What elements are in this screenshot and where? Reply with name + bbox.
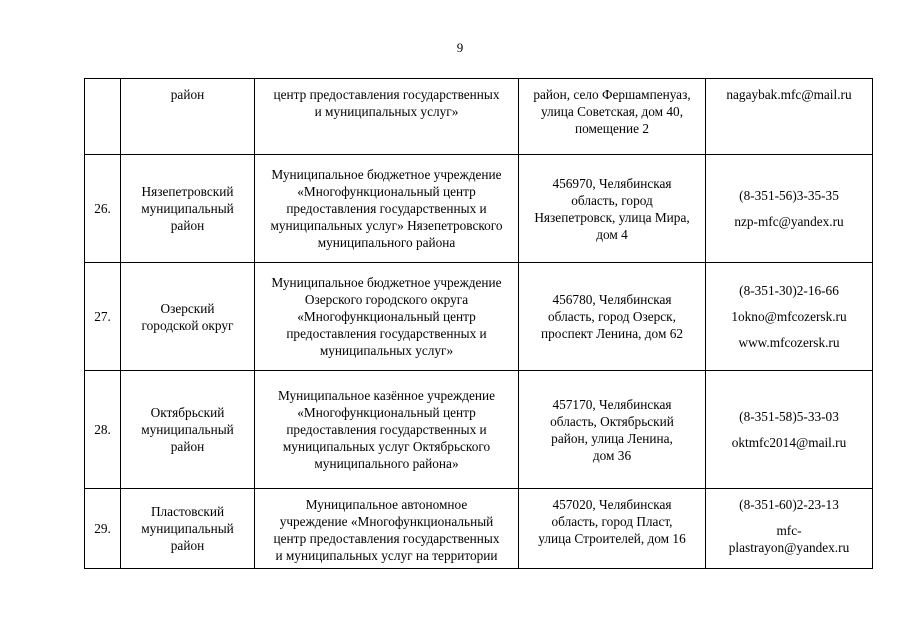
district-line: район: [170, 439, 205, 454]
address-line: улица Советская, дом 40,: [540, 104, 684, 119]
organization-line: Муниципальное бюджетное учреждение: [271, 275, 502, 290]
row-number-cell: 28.: [85, 371, 121, 489]
address-line: область, Октябрьский: [550, 413, 674, 429]
address-line: район, село Фершампенуаз,: [533, 87, 691, 102]
row-number-cell: 26.: [85, 155, 121, 263]
organization-line: и муниципальных услуг»: [314, 104, 459, 119]
address-line: 456970, Челябинская: [552, 175, 672, 191]
organization-line: центр предоставления государственных: [273, 87, 500, 102]
district-cell: [121, 79, 255, 155]
website-text: www.mfcozersk.ru: [738, 335, 840, 350]
organization-line: муниципального района: [317, 235, 456, 250]
contacts-cell: [706, 79, 873, 155]
email-text: 1okno@mfcozersk.ru: [731, 309, 847, 324]
organization-line: Озерского городского округа: [304, 292, 469, 307]
organization-line: предоставления государственных и: [286, 422, 487, 437]
address-line: дом 36: [592, 447, 632, 463]
organization-line: муниципального района»: [314, 456, 459, 471]
table-row: [85, 371, 873, 489]
district-cell: [121, 489, 255, 569]
organization-line: «Многофункциональный центр: [297, 309, 476, 324]
page-number: 9: [456, 40, 464, 55]
district-cell: [121, 371, 255, 489]
organization-line: учреждение «Многофункциональный: [279, 514, 494, 529]
organization-line: Муниципальное казённое учреждение: [277, 388, 496, 403]
address-cell: [519, 263, 706, 371]
organization-cell: [255, 371, 519, 489]
organization-line: центр предоставления государственных: [273, 531, 500, 546]
district-line: муниципальный: [141, 521, 234, 536]
address-cell: [519, 489, 706, 569]
organization-line: предоставления государственных и: [286, 326, 487, 341]
district-line: район: [170, 87, 205, 102]
address-cell: [519, 155, 706, 263]
row-number-cell: 27.: [85, 263, 121, 371]
district-line: муниципальный: [141, 422, 234, 437]
contacts-cell: [706, 155, 873, 263]
district-line: район: [170, 538, 205, 553]
address-line: 456780, Челябинская: [552, 292, 672, 307]
district-cell: [121, 155, 255, 263]
address-line: Нязепетровск, улица Мира,: [534, 209, 690, 225]
organization-line: Муниципальное автономное: [305, 497, 468, 512]
contacts-cell: [706, 489, 873, 569]
email-text: mfc- plastrayon@yandex.ru: [728, 523, 850, 555]
district-line: Озерский: [160, 300, 215, 316]
organization-cell: [255, 155, 519, 263]
email-text: nzp-mfc@yandex.ru: [734, 214, 844, 229]
address-line: проспект Ленина, дом 62: [540, 326, 683, 341]
address-line: дом 4: [596, 226, 628, 242]
organization-line: муниципальных услуг Октябрьского: [282, 439, 491, 454]
email-text: nagaybak.mfc@mail.ru: [726, 87, 852, 102]
organization-line: муниципальных услуг» Нязепетровского: [270, 218, 503, 233]
organization-line: Муниципальное бюджетное учреждение: [271, 167, 502, 182]
organization-cell: [255, 263, 519, 371]
district-line: Октябрьский: [150, 405, 225, 420]
district-cell: [121, 263, 255, 371]
organization-line: «Многофункциональный центр: [297, 405, 476, 420]
phone-text: (8-351-60)2-23-13: [739, 497, 839, 512]
organization-line: предоставления государственных и: [286, 201, 487, 216]
address-cell: [519, 371, 706, 489]
address-cell: [519, 79, 706, 155]
organization-cell: [255, 79, 519, 155]
address-line: район, улица Ленина,: [551, 430, 673, 446]
phone-text: (8-351-56)3-35-35: [739, 188, 839, 203]
organization-line: муниципальных услуг»: [319, 343, 454, 358]
address-line: 457020, Челябинская: [552, 497, 672, 512]
organization-cell: [255, 489, 519, 569]
table-row: [85, 79, 873, 155]
organization-line: «Многофункциональный центр: [297, 184, 476, 199]
address-line: область, город Пласт,: [551, 514, 673, 529]
table-row: [85, 489, 873, 569]
table-row: [85, 155, 873, 263]
row-number-cell: [85, 79, 121, 155]
address-line: область, город: [571, 192, 653, 208]
address-line: улица Строителей, дом 16: [538, 531, 686, 546]
district-line: муниципальный: [141, 201, 234, 216]
organization-line: и муниципальных услуг на территории: [275, 548, 498, 563]
email-text: oktmfc2014@mail.ru: [731, 435, 847, 450]
address-line: область, город Озерск,: [548, 309, 676, 324]
table-row: [85, 263, 873, 371]
contacts-cell: [706, 263, 873, 371]
phone-text: (8-351-58)5-33-03: [739, 409, 839, 424]
mfc-table: [84, 78, 873, 569]
address-line: 457170, Челябинская: [552, 396, 672, 412]
phone-text: (8-351-30)2-16-66: [739, 283, 839, 298]
contacts-cell: [706, 371, 873, 489]
district-line: Пластовский: [150, 504, 225, 519]
district-line: Нязепетровский: [141, 184, 234, 199]
district-line: район: [170, 218, 205, 233]
district-line: городской округ: [141, 317, 234, 333]
row-number-cell: 29.: [85, 489, 121, 569]
address-line: помещение 2: [574, 121, 650, 136]
